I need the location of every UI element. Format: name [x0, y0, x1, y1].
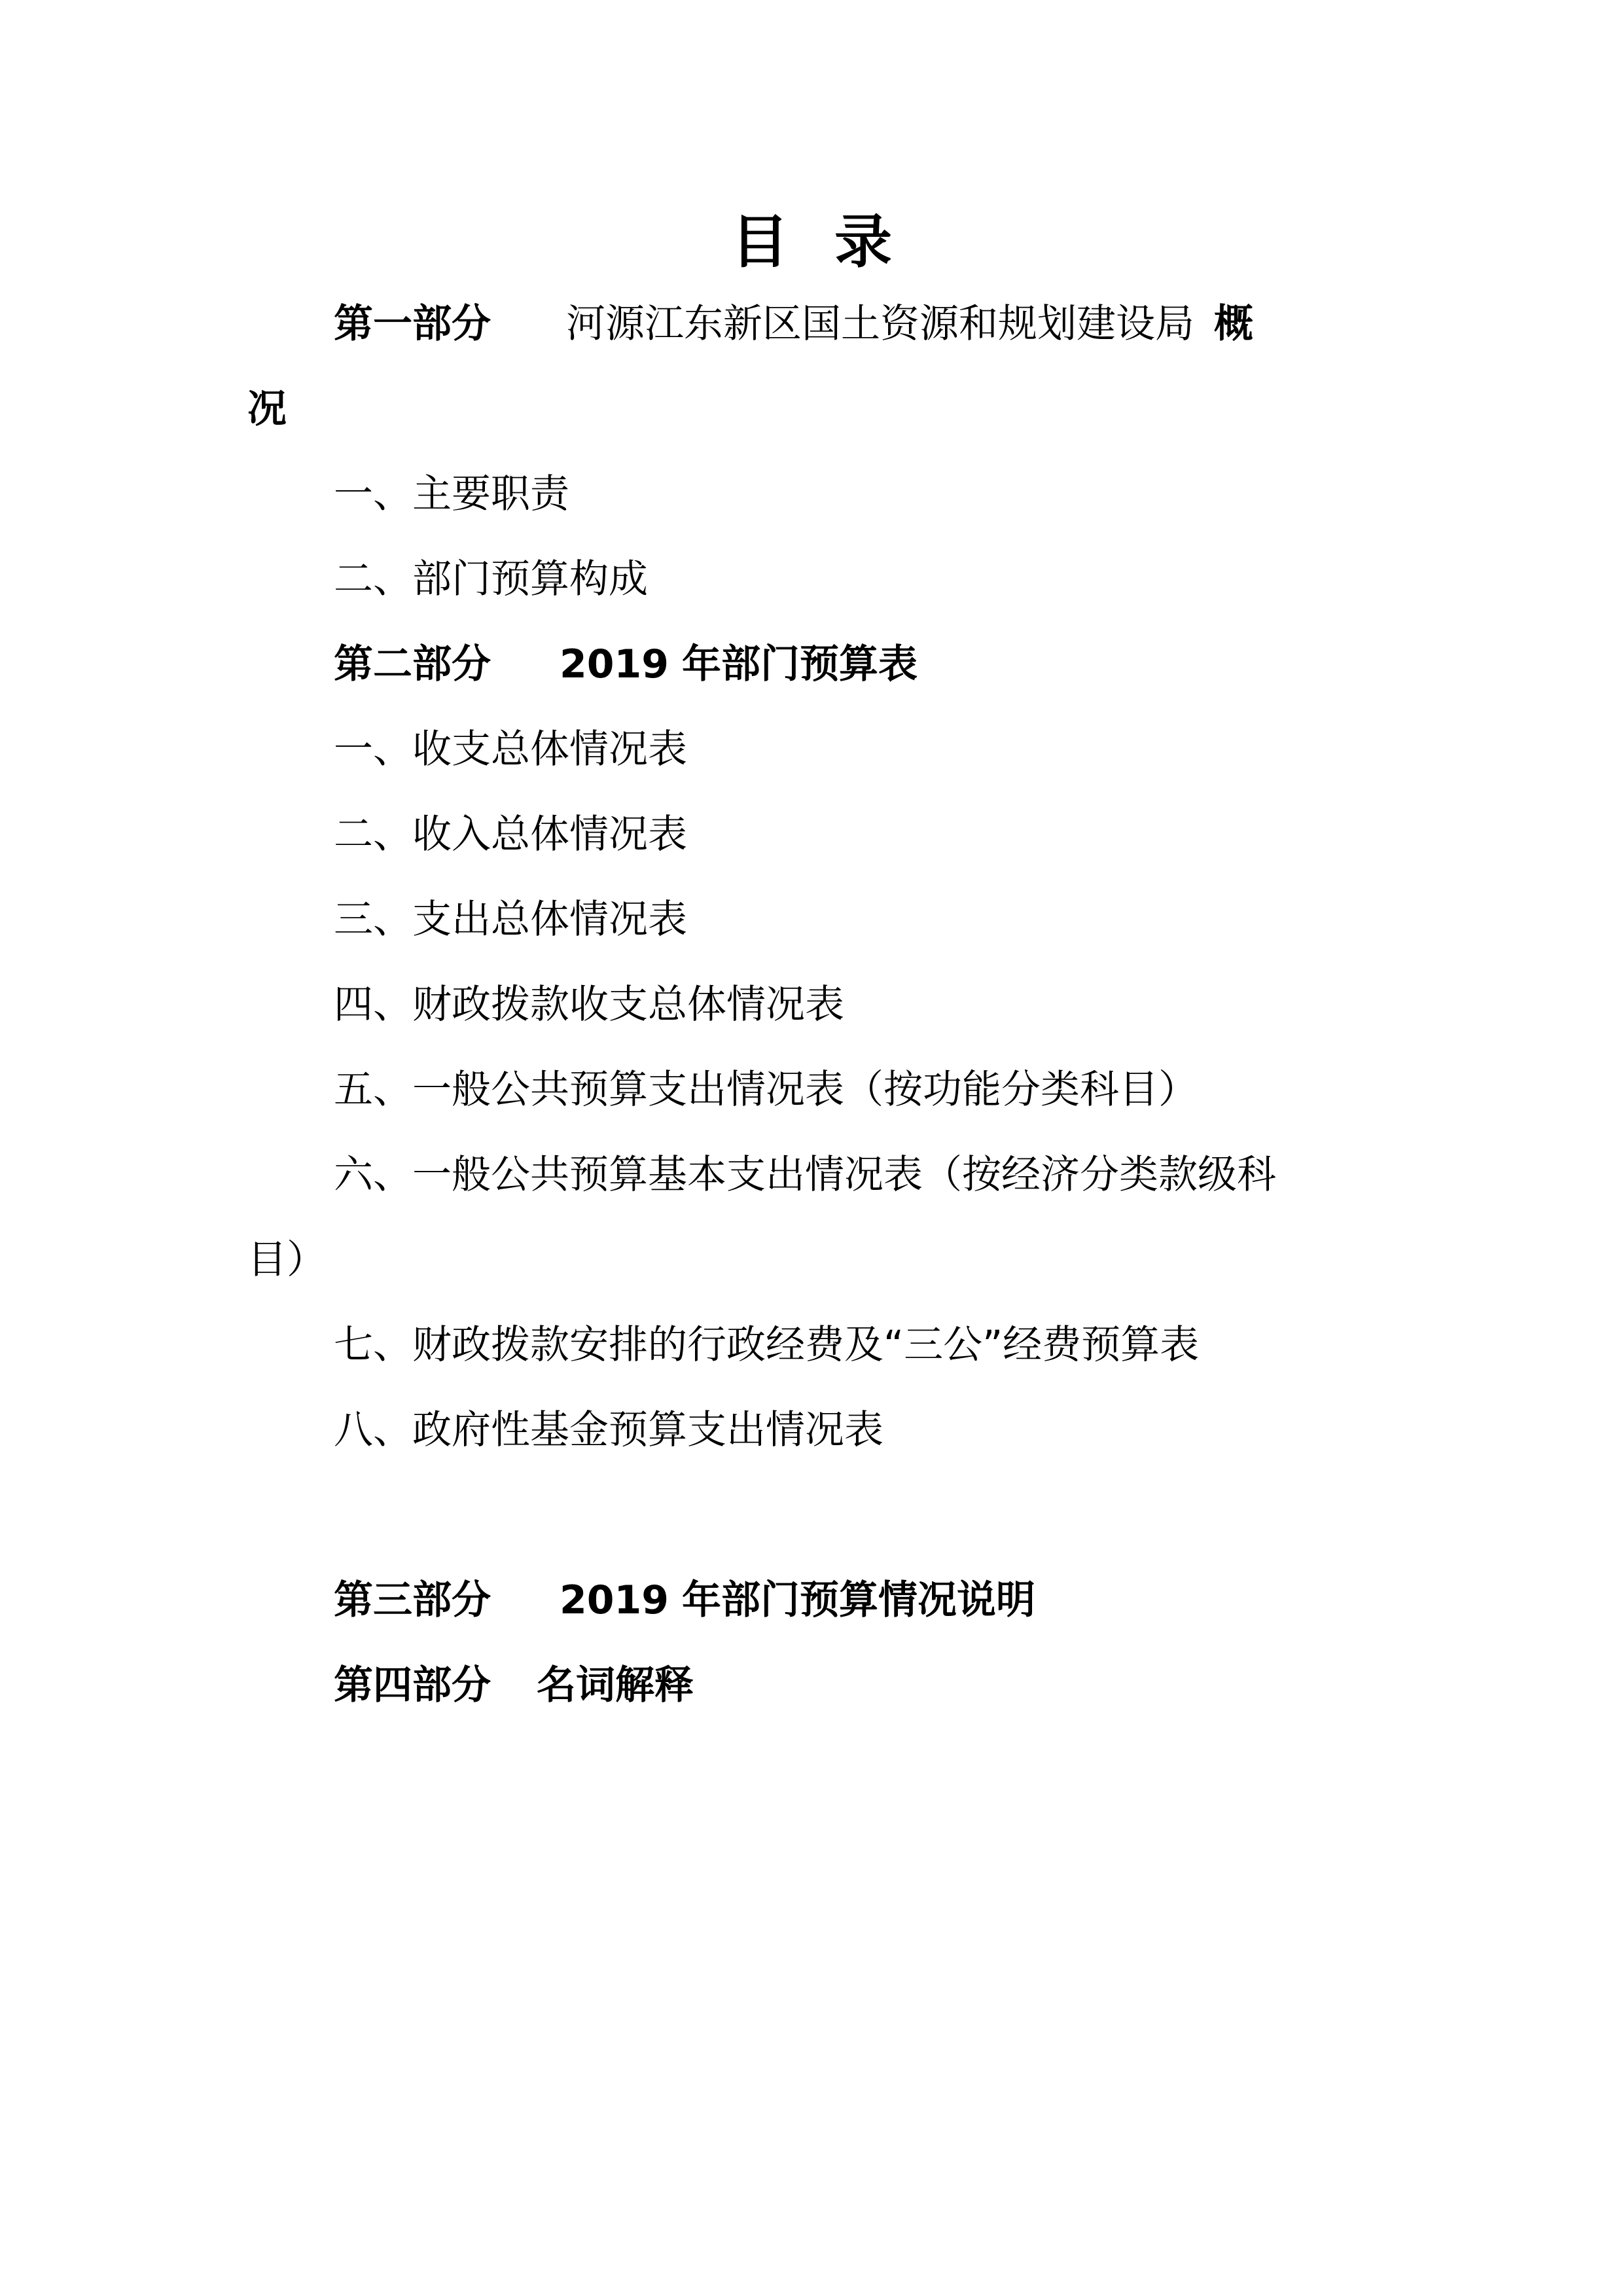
part1-label: 第一部分 [334, 301, 491, 347]
toc-item: 三、支出总体情况表 [334, 897, 687, 942]
toc-item: 四、财政拨款收支总体情况表 [334, 982, 844, 1028]
part2-name: 年部门预算表 [682, 641, 918, 687]
toc-item: 六、一般公共预算基本支出情况表（按经济分类款级科 [334, 1152, 1276, 1198]
part1-heading-wrap: 况 [247, 386, 287, 432]
toc-item: 五、一般公共预算支出情况表（按功能分类科目） [334, 1067, 1198, 1113]
toc-title [0, 196, 1623, 288]
part1-name: 河源江东新区国土资源和规划建设局 [566, 301, 1194, 347]
part4-label: 第四部分 [334, 1662, 491, 1708]
toc-item: 二、部门预算构成 [334, 556, 648, 602]
part1-tail: 概 [1214, 301, 1253, 347]
toc-item: 一、主要职责 [334, 471, 569, 517]
part3-label: 第三部分 [334, 1577, 491, 1623]
part4-name: 名词解释 [537, 1662, 694, 1708]
toc-item: 一、收支总体情况表 [334, 726, 687, 772]
toc-part4-heading [334, 1659, 694, 1712]
toc-item: 八、政府性基金预算支出情况表 [334, 1407, 883, 1453]
toc-title-char-2: 录 [834, 208, 893, 276]
toc-part1-heading [334, 298, 1253, 350]
toc-title-char-1: 目 [730, 208, 789, 276]
toc-part3-heading [334, 1574, 1035, 1626]
toc-item: 七、财政拨款安排的行政经费及“三公”经费预算表 [334, 1322, 1200, 1368]
toc-item: 二、收入总体情况表 [334, 812, 687, 857]
toc-part2-heading [334, 638, 918, 691]
part2-label: 第二部分 [334, 641, 491, 687]
part3-year: 2019 [560, 1577, 669, 1623]
toc-item-wrap: 目） [247, 1237, 326, 1283]
part2-year: 2019 [560, 641, 669, 687]
part3-name: 年部门预算情况说明 [682, 1577, 1035, 1623]
